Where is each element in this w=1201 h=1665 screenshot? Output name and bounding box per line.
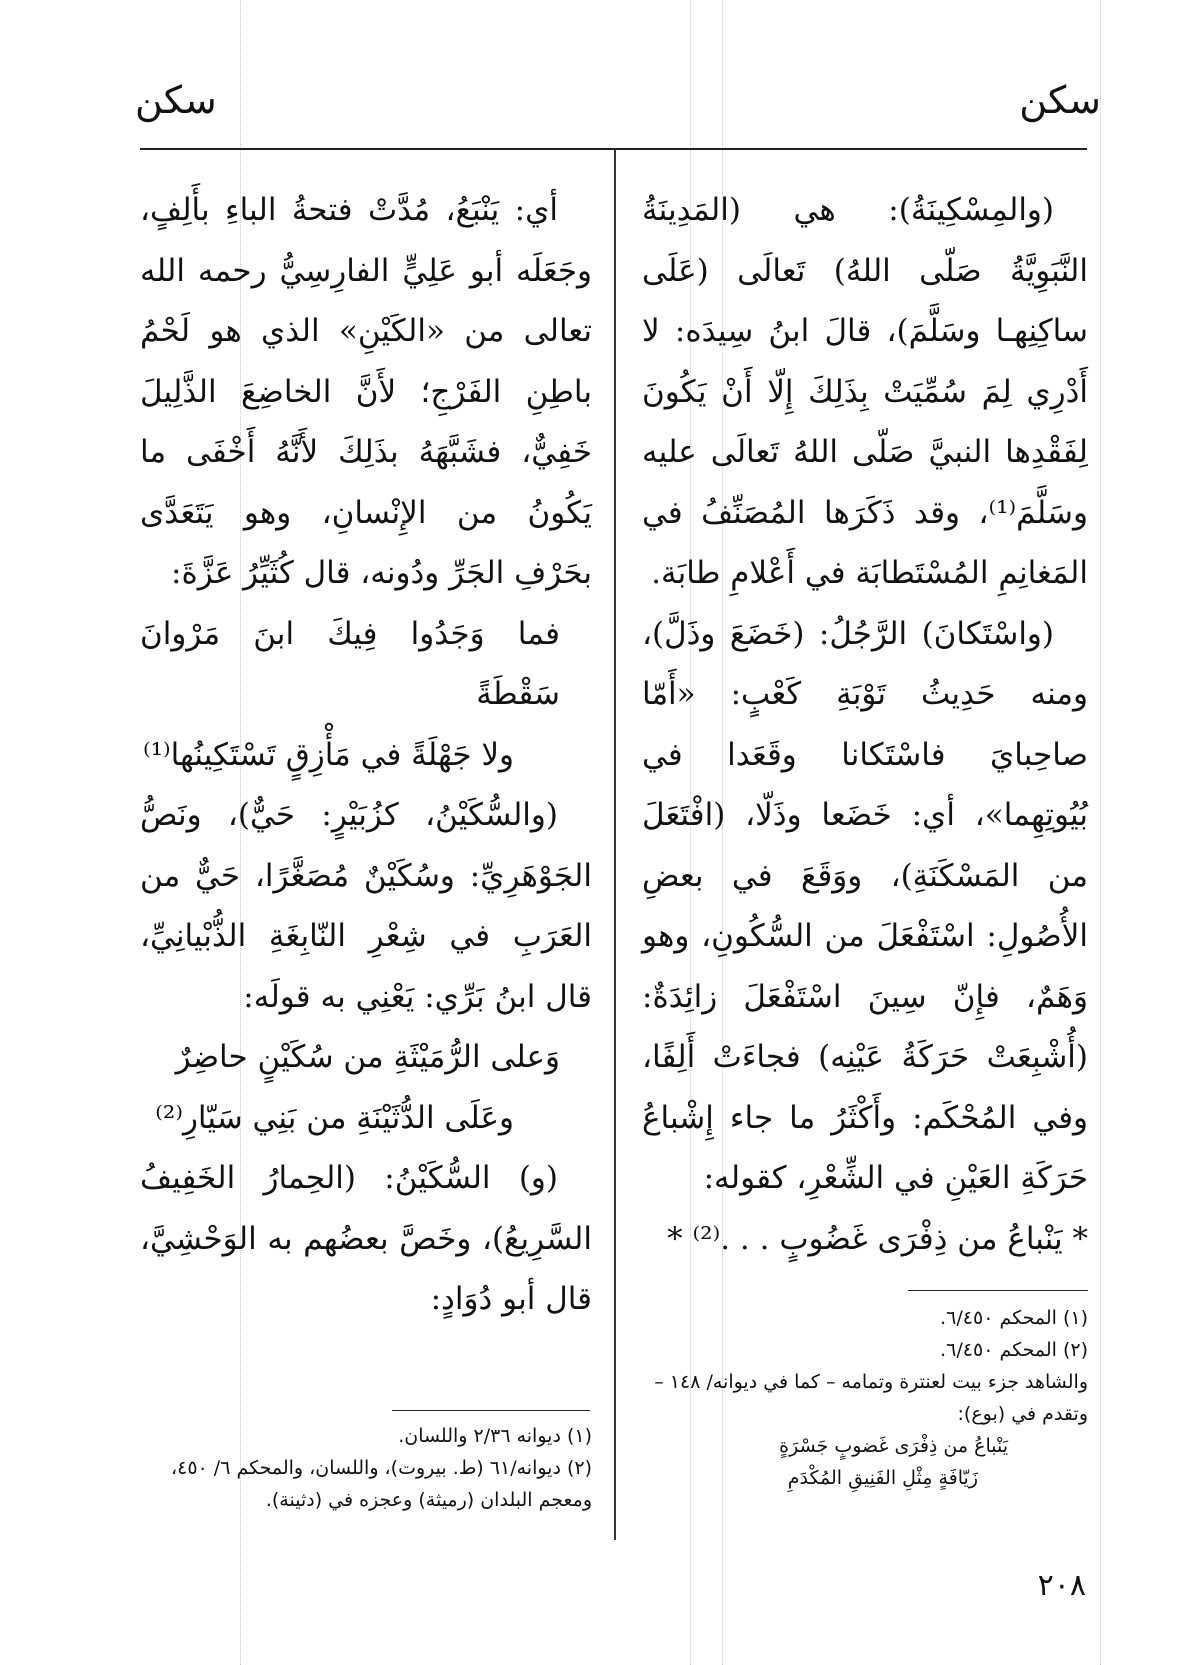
footnote: والشاهد جزء بيت لعنترة وتمامه – كما في ديوانه/ ١٤٨ – وتقدم في (بوع): — [654, 1371, 1088, 1425]
paragraph: أي: يَنْبَعُ، مُدَّتْ فتحةُ الباءِ بأَلِفٍ، وجَعَلَه أبو عَلِيٍّ الفارِسِيُّ رحمه الله تعالى من «الكَيْنِ» الذي هو لَحْمُ باطِنِ الفَرْجِ؛ لأَنَّ الخاضِعَ الذَّلِيلَ خَفِيٌّ، فشَبَّهَهُ بذَلِكَ لأَنَّهُ أَخْفَى ما يَكُونُ من الإِنْسانِ، وهو يَتَعَدَّى بحَرْفِ الجَرِّ ودُونه، قال كُثَيِّرُ عَزَّةَ: — [140, 192, 592, 591]
footnote-rule — [908, 1290, 1088, 1291]
verse-line: * يَنْباعُ من ذِفْرَى غَضُوبٍ . . .⁽²⁾ * — [667, 1220, 1088, 1257]
verse-line: وَعلى الرُّمَيْثَةِ من سُكَيْنٍ حاضِرٌ — [175, 1039, 560, 1075]
verse-line: ولا جَهْلَةً في مَأْزِقٍ تَسْتَكِينُها⁽¹⁾ — [142, 736, 514, 773]
footnotes-right — [642, 1302, 1088, 1494]
verse-line: وعَلَى الدُّثَيْنَةِ من بَنِي سَيّارِ⁽²⁾ — [155, 1099, 514, 1136]
footnote-verse: يَنْباعُ من ذِفْرَى غَضوبٍ جَسْرَةٍ — [779, 1435, 1008, 1457]
footnote-verse: زَيّافَةٍ مِثْلِ الفَنِيقِ المُكْدَمِ — [787, 1467, 978, 1489]
paragraph: (والسُّكَيْنُ، كزُبَيْرٍ: حَيٌّ)، ونَصُّ الجَوْهَرِيِّ: وسُكَيْنٌ مُصَغَّرًا، حَيٌّ من العَرَبِ في شِعْرِ النّابِغَةِ الذُّبْيانِيِّ، قال ابنُ بَرِّي: يَعْنِي به قولَه: — [140, 797, 592, 1015]
running-header-left: سكن — [135, 78, 217, 122]
page-number: ٢٠٨ — [1037, 1568, 1086, 1603]
footnote: (١) ديوانه ٢/٣٦ واللسان. — [398, 1425, 592, 1447]
footnote-rule — [392, 1410, 590, 1411]
left-column — [140, 180, 592, 1330]
right-column — [642, 180, 1088, 1269]
paragraph: (والمِسْكِينَةُ): هي (المَدِينَةُ النَّبَوِيَّةُ صَلّى اللهُ) تَعالَى (عَلَى ساكِنِهـا وسَلَّمَ)، قالَ ابنُ سِيدَه: لا أَدْرِي لِمَ سُمِّيَتْ بِذَلِكَ إِلّا أَنْ يَكُونَ لِفَقْدِها النبيَّ صَلّى اللهُ تَعالَى عليه وسَلَّمَ⁽¹⁾، وقد ذَكَرَها المُصَنِّفُ في المَغانِمِ المُسْتَطابَة في أَعْلامِ طابَة. — [642, 192, 1088, 591]
paragraph: (واسْتَكانَ) الرَّجُلُ: (خَضَعَ وذَلَّ)، ومنه حَدِيثُ تَوْبَةِ كَعْبٍ: «أَمّا صاحِبايَ فاسْتَكانا وقَعَدا في بُيُوتِهِما»، أي: خَضَعا وذَلّا، (افْتَعَلَ من المَسْكَنَةِ)، ووَقَعَ في بعضِ الأُصُولِ: اسْتَفْعَلَ من السُّكُونِ، وهو وَهَمٌ، فإِنّ سِينَ اسْتَفْعَلَ زائِدَةٌ: (أُشْبِعَتْ حَرَكَةُ عَيْنِه) فجاءَتْ أَلِفًا، وفي المُحْكَم: وأَكْثَرُ ما جاء إِشْباعُ حَرَكَةِ العَيْنِ في الشِّعْرِ، كقوله: — [642, 615, 1088, 1196]
footnote: (٢) المحكم ٦/٤٥٠. — [940, 1339, 1088, 1361]
footnote: (١) المحكم ٦/٤٥٠. — [940, 1307, 1088, 1329]
column-divider — [614, 150, 616, 1540]
scan-guide — [1100, 0, 1101, 1665]
paragraph: (و) السُّكَيْنُ: (الحِمارُ الخَفِيفُ السَّرِيعُ)، وخَصَّ بعضُهم به الوَحْشِيَّ، قال أبو دُوَادٍ: — [140, 1160, 592, 1317]
verse-line: فما وَجَدُوا فِيكَ ابنَ مَرْوانَ سَقْطَةً — [140, 615, 560, 712]
footnote: (٢) ديوانه/٦١ (ط. بيروت)، واللسان، والمحكم ٦/ ٤٥٠، ومعجم البلدان (رميثة) وعجزه في (دثينة). — [171, 1457, 592, 1511]
footnotes-left — [140, 1420, 592, 1516]
running-header-right: سكن — [1019, 78, 1101, 122]
